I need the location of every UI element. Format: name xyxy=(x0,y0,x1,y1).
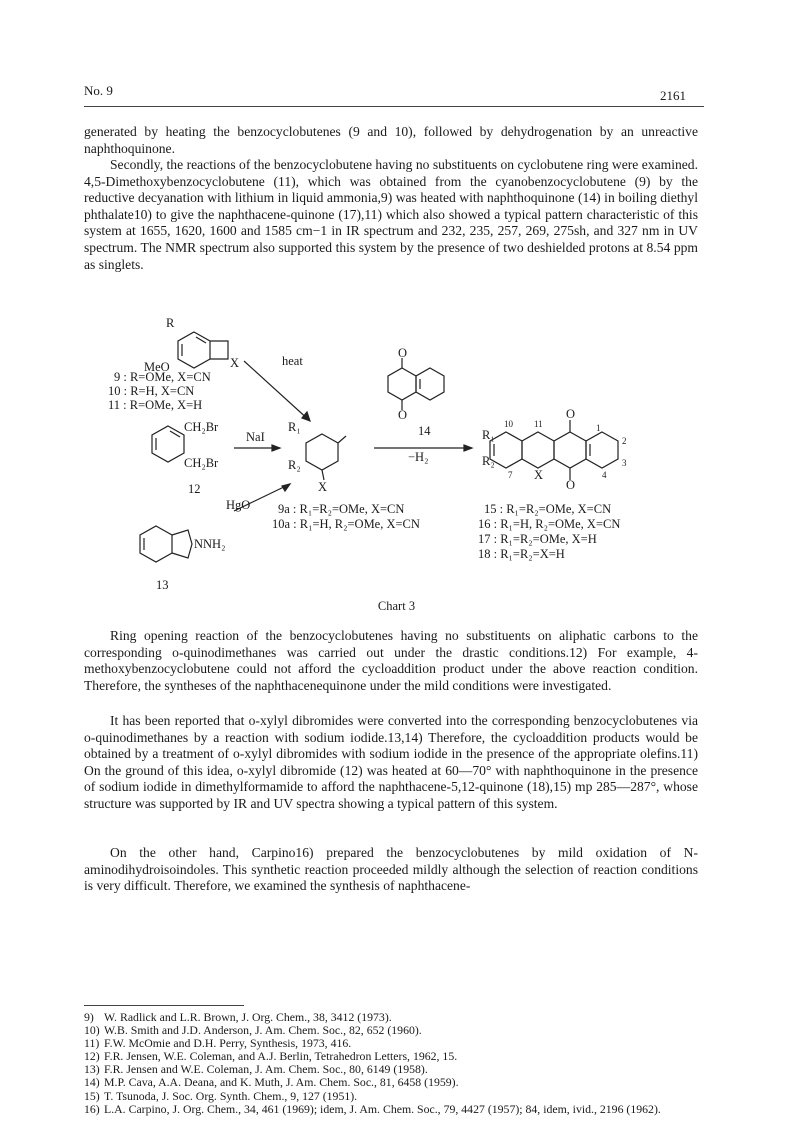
position-10: 10 xyxy=(504,419,513,429)
position-7: 7 xyxy=(508,470,513,480)
x-label: X xyxy=(230,356,240,370)
page-number: 2161 xyxy=(660,88,686,103)
position-1: 1 xyxy=(596,423,601,433)
o-product-bottom-label: O xyxy=(566,478,576,492)
hgo-label: HgO xyxy=(226,498,251,512)
footnote-text: F.R. Jensen and W.E. Coleman, J. Am. Chem. Soc., 80, 6149 (1958). xyxy=(104,1062,428,1077)
footnote xyxy=(84,1103,704,1116)
xylyl-dibromide-ring xyxy=(152,426,184,462)
ch2br-top-label: CH₂Br xyxy=(184,420,219,434)
minus-h2-label: −H₂ xyxy=(408,450,429,464)
compound-17-label: 17 : R₁=R₂=OMe, X=H xyxy=(478,532,597,546)
x-intermediate-label: X xyxy=(318,480,328,494)
r1-product-label: R₁ xyxy=(482,428,495,442)
position-3: 3 xyxy=(622,458,627,468)
paragraph-1 xyxy=(84,124,698,157)
footnote-number: 15) xyxy=(84,1088,100,1103)
footnote-number: 10) xyxy=(84,1023,100,1038)
compound-13-label: 13 xyxy=(156,578,169,592)
compound-12-label: 12 xyxy=(188,482,201,496)
nnh2-label: NNH₂ xyxy=(194,537,226,551)
footnote-text: L.A. Carpino, J. Org. Chem., 34, 461 (1969); idem, J. Am. Chem. Soc., 79, 4427 (1957); 84, idem, ivid., 2196 (1962). xyxy=(104,1101,661,1116)
r2-intermediate-label: R₂ xyxy=(288,458,301,472)
footnote-number: 12) xyxy=(84,1049,100,1064)
compound-15-label: 15 : R₁=R₂=OMe, X=CN xyxy=(484,502,612,516)
compound-14-label: 14 xyxy=(418,424,431,438)
compound-10a-label: 10a : R₁=H, R₂=OMe, X=CN xyxy=(272,517,420,531)
header-rule xyxy=(84,106,704,107)
o-bottom-label: O xyxy=(398,408,408,422)
paragraph-2 xyxy=(84,157,698,273)
paragraph-5 xyxy=(84,845,698,895)
footnote-number: 9) xyxy=(84,1010,94,1024)
r-label: R xyxy=(166,316,175,330)
compound-16-label: 16 : R₁=H, R₂=OMe, X=CN xyxy=(478,517,621,531)
paragraph-3 xyxy=(84,628,698,694)
footnote-number: 16) xyxy=(84,1101,100,1116)
paragraph-4 xyxy=(84,713,698,813)
footnote-text: F.W. McOmie and D.H. Perry, Synthesis, 1973, 416. xyxy=(104,1036,352,1051)
compound-11-label: 11 : R=OMe, X=H xyxy=(108,398,203,412)
footnote-text: W.B. Smith and J.D. Anderson, J. Am. Chem. Soc., 82, 652 (1960). xyxy=(104,1023,422,1038)
x-product-label: X xyxy=(534,468,544,482)
paragraph-text: generated by heating the benzocyclobutenes (9 and 10), followed by dehydrogenation by an unreactive naphthoquinone. xyxy=(84,124,698,156)
paragraph-text: It has been reported that o-xylyl dibromides were converted into the corresponding benzocyclobutenes via o-quinodimethanes by a reaction with sodium iodide.13,14) Therefore, the cycloaddition products would be obtained by a treatment of o-xylyl dibromides with sodium iodide in the presence of the appropriate olefins.11) On the ground of this idea, o-xylyl dibromide (12) was heated at 60—70° with naphthoquinone in the presence of sodium iodide in dimethylformamide to afford the naphthacene-5,12-quinone (18),15) mp 285—287°, whose structure was supported by IR and UV spectra showing a typical pattern of this system. xyxy=(84,713,698,811)
footnote-rule xyxy=(84,1005,244,1006)
paragraph-text: Ring opening reaction of the benzocyclobutenes having no substituents on aliphatic carbons to the corresponding o-quinodimethanes was carried out under the drastic conditions.12) For example, 4-methoxybenzocyclobutene could not afford the cycloaddition product under the above reaction condition. Therefore, the syntheses of the naphthacenequinone under the mild conditions were investigated. xyxy=(84,628,698,693)
footnotes xyxy=(84,1011,704,1116)
naphthoquinone-ring-a xyxy=(388,368,416,400)
position-11: 11 xyxy=(534,419,543,429)
o-top-label: O xyxy=(398,346,408,360)
nai-label: NaI xyxy=(246,430,265,444)
r2-product-label: R₂ xyxy=(482,454,495,468)
footnote-text: T. Tsunoda, J. Soc. Org. Synth. Chem., 9, 127 (1951). xyxy=(104,1088,358,1103)
footnote-text: F.R. Jensen, W.E. Coleman, and A.J. Berlin, Tetrahedron Letters, 1962, 15. xyxy=(104,1049,458,1064)
footnote-text: M.P. Cava, A.A. Deana, and K. Muth, J. Am. Chem. Soc., 81, 6458 (1959). xyxy=(104,1075,459,1090)
reaction-scheme xyxy=(84,306,704,606)
journal-issue: No. 9 xyxy=(84,83,113,98)
o-product-top-label: O xyxy=(566,407,576,421)
compound-10-label: 10 : R=H, X=CN xyxy=(108,384,195,398)
footnote-text: W. Radlick and L.R. Brown, J. Org. Chem., 38, 3412 (1973). xyxy=(104,1010,392,1024)
position-4: 4 xyxy=(602,470,607,480)
ch2br-bottom-label: CH₂Br xyxy=(184,456,219,470)
compound-9-label: 9 : R=OMe, X=CN xyxy=(114,370,211,384)
footnote-number: 14) xyxy=(84,1075,100,1090)
position-2: 2 xyxy=(622,436,627,446)
footnote-number: 11) xyxy=(84,1036,100,1051)
r1-intermediate-label: R₁ xyxy=(288,420,301,434)
paragraph-text: Secondly, the reactions of the benzocyclobutene having no substituents on cyclobutene ring were examined. 4,5-Dimethoxybenzocyclobutene (11), which was obtained from the cyanobenzocyclobutene (9) by the reductive decyanation with lithium in liquid ammonia,9) was heated with naphthoquinone (14) in boiling diethyl phthalate10) to give the naphthacene-quinone (17),11) which also showed a typical pattern characteristic of this system at 1655, 1620, 1600 and 1585 cm−1 in IR spectrum and 232, 235, 257, 269, 275sh, and 327 nm in UV spectrum. The NMR spectrum also supported this system by the presence of two deshielded protons at 8.54 ppm as singlets. xyxy=(84,157,698,272)
benzocyclobutene-ring xyxy=(178,332,210,368)
naphthacenequinone-ring-a xyxy=(490,432,522,468)
heat-label: heat xyxy=(282,354,303,368)
meo-label: MeO xyxy=(144,360,170,374)
quinodimethane-ring xyxy=(306,434,338,470)
paragraph-text: On the other hand, Carpino16) prepared the benzocyclobutenes by mild oxidation of N-aminodihydroisoindoles. This synthetic reaction proceeded mildly although the selection of reaction conditions is very difficult. Therefore, we examined the synthesis of naphthacene- xyxy=(84,845,698,894)
compound-9a-label: 9a : R₁=R₂=OMe, X=CN xyxy=(278,502,405,516)
scheme-drawing xyxy=(84,306,704,606)
scheme-caption: Chart 3 xyxy=(377,599,416,613)
footnote-number: 13) xyxy=(84,1062,100,1077)
isoindoline-ring xyxy=(140,526,172,562)
compound-18-label: 18 : R₁=R₂=X=H xyxy=(478,547,565,561)
